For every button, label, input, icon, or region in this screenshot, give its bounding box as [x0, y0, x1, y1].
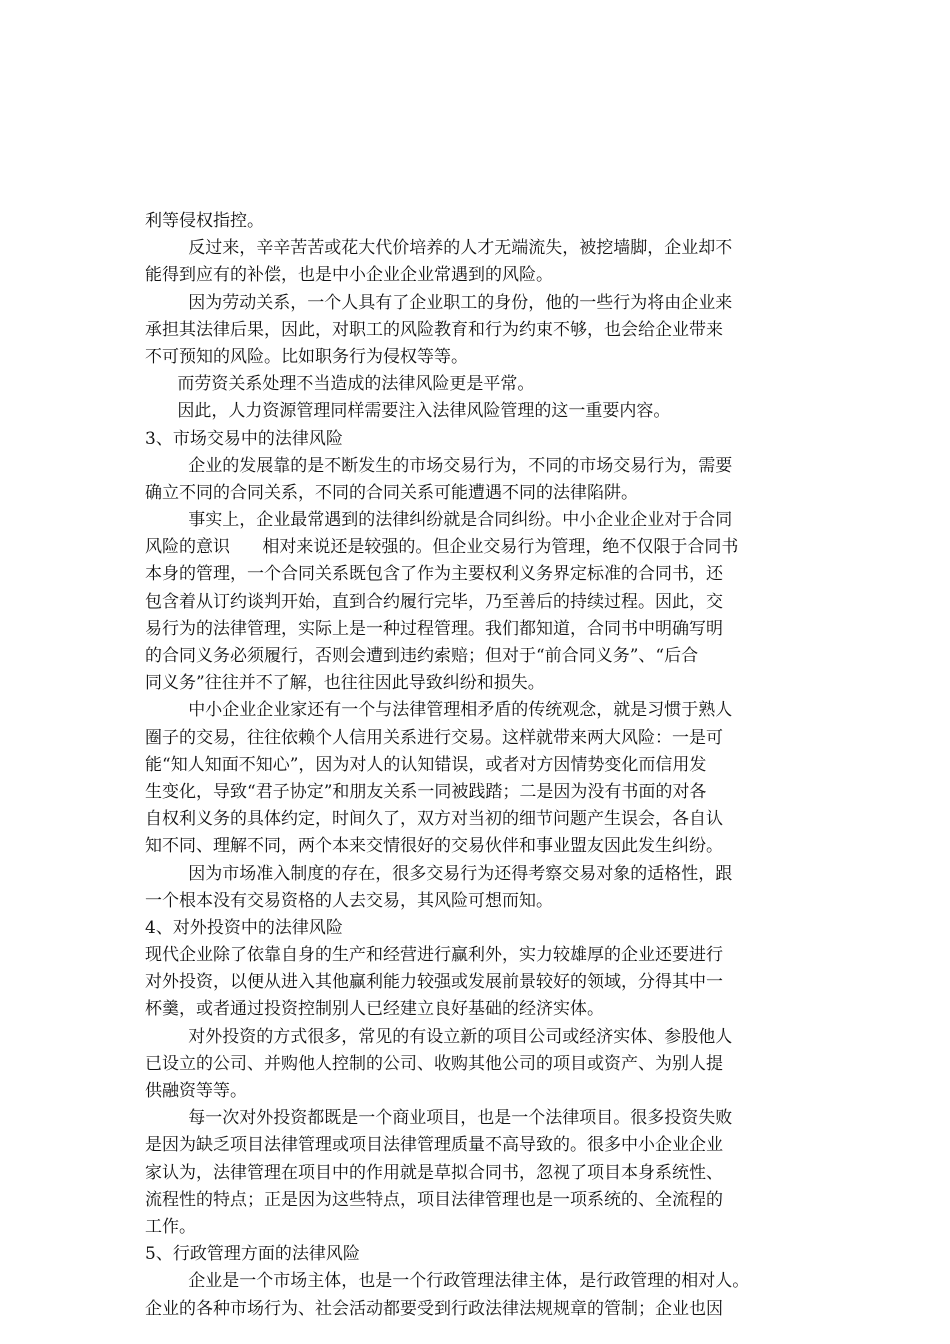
text-line: 反过来，辛辛苦苦或花大代价培养的人才无端流失，被挖墙脚，企业却不: [145, 238, 733, 259]
text-line: 本身的管理，一个合同关系既包含了作为主要权利义务界定标准的合同书，还: [145, 564, 723, 585]
text-line: 中小企业企业家还有一个与法律管理相矛盾的传统观念，就是习惯于熟人: [145, 700, 733, 721]
text-line: 供融资等等。: [145, 1081, 247, 1101]
text-line: 现代企业除了依靠自身的生产和经营进行赢利外，实力较雄厚的企业还要进行: [145, 945, 723, 966]
text-line: 确立不同的合同关系，不同的合同关系可能遭遇不同的法律陷阱。: [145, 482, 638, 503]
text-line: 不可预知的风险。比如职务行为侵权等等。: [145, 346, 468, 367]
text-line: 而劳资关系处理不当造成的法律风险更是平常。: [145, 374, 535, 395]
text-line: 企业是一个市场主体，也是一个行政管理法律主体，是行政管理的相对人。: [145, 1271, 750, 1292]
text-line: 能“知人知面不知心”，因为对人的认知错误，或者对方因情势变化而信用发: [145, 754, 707, 775]
section-heading: 4、对外投资中的法律风险: [145, 917, 343, 938]
text-line: 因为市场准入制度的存在，很多交易行为还得考察交易对象的适格性，跟: [145, 863, 733, 884]
text-line: 因为劳动关系，一个人具有了企业职工的身份，他的一些行为将由企业来: [145, 292, 733, 313]
text-line: 已设立的公司、并购他人控制的公司、收购其他公司的项目或资产、为别人提: [145, 1053, 723, 1074]
text-line: 家认为，法律管理在项目中的作用就是草拟合同书，忽视了项目本身系统性、: [145, 1162, 723, 1183]
text-line: 同义务”往往并不了解，也往往因此导致纠纷和损失。: [145, 673, 545, 694]
text-line: 圈子的交易，往往依赖个人信用关系进行交易。这样就带来两大风险：一是可: [145, 727, 723, 748]
text-line: 生变化，导致“君子协定”和朋友关系一同被践踏；二是因为没有书面的对各: [145, 781, 707, 802]
document-body: [145, 208, 825, 1323]
text-line: 事实上，企业最常遇到的法律纠纷就是合同纠纷。中小企业企业对于合同: [145, 510, 733, 531]
text-line: 自权利义务的具体约定，时间久了，双方对当初的细节问题产生误会，各自认: [145, 809, 723, 830]
text-line: 包含着从订约谈判开始，直到合约履行完毕，乃至善后的持续过程。因此，交: [145, 591, 723, 612]
text-line: 易行为的法律管理，实际上是一种过程管理。我们都知道，合同书中明确写明: [145, 618, 723, 639]
text-line: 对外投资的方式很多，常见的有设立新的项目公司或经济实体、参股他人: [145, 1026, 733, 1047]
text-line: 流程性的特点；正是因为这些特点，项目法律管理也是一项系统的、全流程的: [145, 1189, 723, 1210]
section-heading: 3、市场交易中的法律风险: [145, 428, 343, 449]
text-line: 杯羹，或者通过投资控制别人已经建立良好基础的经济实体。: [145, 999, 604, 1020]
text-line: 每一次对外投资都既是一个商业项目，也是一个法律项目。很多投资失败: [145, 1108, 733, 1129]
text-line: 对外投资，以便从进入其他赢利能力较强或发展前景较好的领域，分得其中一: [145, 972, 723, 993]
text-line: 一个根本没有交易资格的人去交易，其风险可想而知。: [145, 890, 553, 911]
text-line: 知不同、理解不同，两个本来交情很好的交易伙伴和事业盟友因此发生纠纷。: [145, 836, 723, 857]
text-line: 是因为缺乏项目法律管理或项目法律管理质量不高导致的。很多中小企业企业: [145, 1135, 723, 1156]
text-line: 企业的各种市场行为、社会活动都要受到行政法律法规规章的管制；企业也因: [145, 1298, 723, 1319]
text-line: 能得到应有的补偿，也是中小企业企业常遇到的风险。: [145, 265, 553, 286]
text-line: 风险的意识 相对来说还是较强的。但企业交易行为管理，绝不仅限于合同书: [145, 537, 739, 558]
section-heading: 5、行政管理方面的法律风险: [145, 1244, 360, 1265]
text-line: 承担其法律后果，因此，对职工的风险教育和行为约束不够，也会给企业带来: [145, 319, 723, 340]
text-line: 因此，人力资源管理同样需要注入法律风险管理的这一重要内容。: [145, 401, 671, 422]
text-line: 利等侵权指控。: [145, 211, 264, 231]
text-line: 工作。: [145, 1216, 196, 1237]
text-line: 企业的发展靠的是不断发生的市场交易行为，不同的市场交易行为，需要: [145, 455, 733, 476]
text-line: 的合同义务必须履行，否则会遭到违约索赔；但对于“前合同义务”、“后合: [145, 646, 699, 666]
